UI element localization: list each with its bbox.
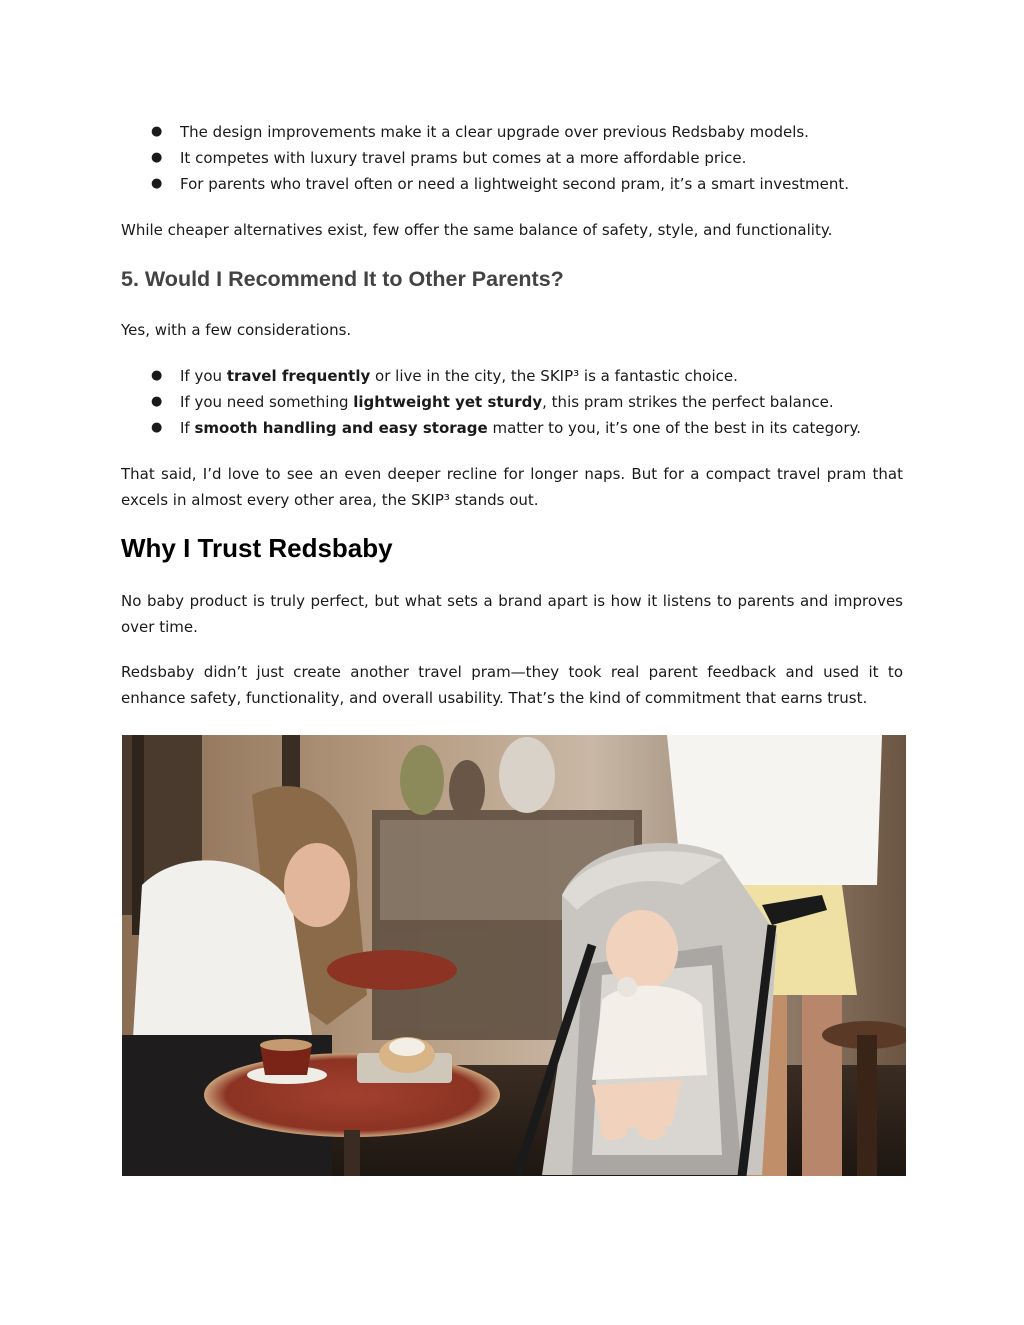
top-bullet-list — [121, 119, 903, 197]
list-item: ● The design improvements make it a clear upgrade over previous Redsbaby models. — [121, 119, 903, 145]
closing-paragraph: That said, I’d love to see an even deeper recline for longer naps. But for a compact travel pram that excels in almost every other area, the SKIP³ stands out. — [121, 465, 903, 509]
list-item: ● It competes with luxury travel prams but comes at a more affordable price. — [121, 145, 903, 171]
section-intro: Yes, with a few considerations. — [121, 321, 352, 339]
list-item: ● If you travel frequently or live in the city, the SKIP³ is a fantastic choice. — [121, 363, 903, 389]
bullet-icon: ● — [151, 394, 163, 409]
bullet-icon: ● — [151, 150, 163, 165]
bullet-icon: ● — [151, 176, 163, 191]
trust-paragraph-2: Redsbaby didn’t just create another travel pram—they took real parent feedback and used it to enhance safety, functionality, and overall usability. That’s the kind of commitment that earns trust. — [121, 663, 903, 707]
bullet-icon: ● — [151, 420, 163, 435]
bullet-icon: ● — [151, 124, 163, 139]
recommend-bullet-list — [121, 363, 903, 441]
list-item: ● For parents who travel often or need a lightweight second pram, it’s a smart investment. — [121, 171, 903, 197]
cafe-scene-with-pram-photo — [122, 735, 906, 1176]
photo-illustration — [122, 735, 906, 1176]
section-heading: 5. Would I Recommend It to Other Parents? — [121, 267, 564, 291]
list-item: ● If smooth handling and easy storage matter to you, it’s one of the best in its category. — [121, 415, 903, 441]
trust-paragraph-1: No baby product is truly perfect, but what sets a brand apart is how it listens to parents and improves over time. — [121, 592, 903, 636]
bullet-icon: ● — [151, 368, 163, 383]
list-item: ● If you need something lightweight yet sturdy, this pram strikes the perfect balance. — [121, 389, 903, 415]
page-heading: Why I Trust Redsbaby — [121, 533, 393, 563]
alternatives-paragraph: While cheaper alternatives exist, few offer the same balance of safety, style, and functionality. — [121, 221, 833, 239]
